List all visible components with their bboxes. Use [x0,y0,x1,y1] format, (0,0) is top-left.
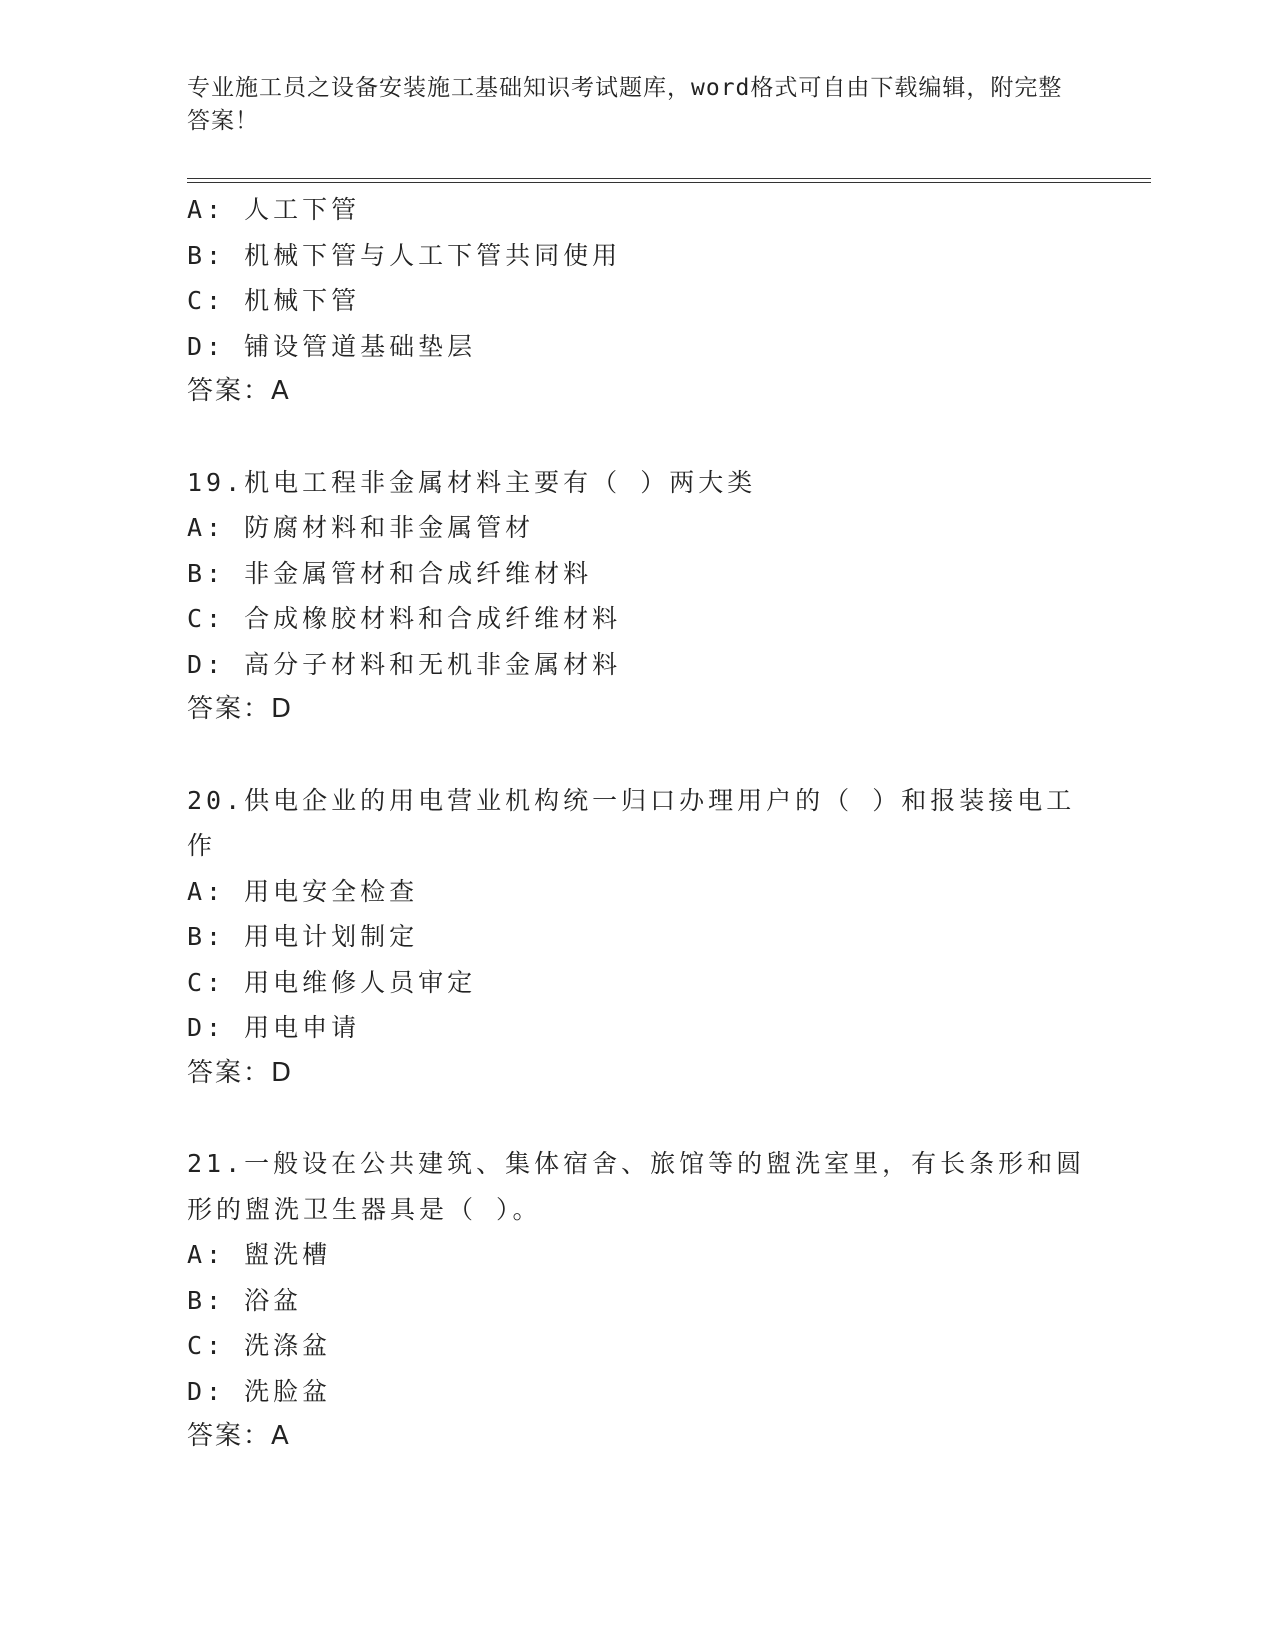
question-list [187,187,1087,1460]
answer-line: 答案：A [187,1421,291,1451]
option-b: B: 非金属管材和合成纤维材料 [187,558,593,588]
answer-line: 答案：D [187,694,294,724]
question-text-line-2: 形的盥洗卫生器具是（ ）。 [187,1194,542,1224]
option-d: D: 高分子材料和无机非金属材料 [187,649,622,679]
option-b: B: 浴盆 [187,1285,303,1315]
option-d: D: 铺设管道基础垫层 [187,331,477,361]
question-text: 19.机电工程非金属材料主要有（ ）两大类 [187,467,757,497]
document-header: 专业施工员之设备安装施工基础知识考试题库，word格式可自由下载编辑，附完整答案！ [187,75,1063,134]
option-a: A: 防腐材料和非金属管材 [187,513,535,542]
option-a: A: 盥洗槽 [187,1240,332,1269]
answer-line: 答案：D [187,1057,294,1088]
question-block-21 [187,1141,1087,1460]
option-d: D: 洗脸盆 [187,1376,332,1406]
option-c: C: 机械下管 [187,286,361,315]
question-text-line-1: 21.一般设在公共建筑、集体宿舍、旅馆等的盥洗室里，有长条形和圆 [187,1149,1086,1178]
option-a: A: 人工下管 [187,195,361,224]
option-c: C: 用电维修人员审定 [187,967,477,997]
option-b: B: 用电计划制定 [187,922,419,951]
question-block-18 [187,187,1087,415]
answer-line: 答案：A [187,376,291,406]
spacer [187,733,1087,778]
spacer [187,415,1087,460]
option-b: B: 机械下管与人工下管共同使用 [187,240,622,270]
question-text-line-1: 20.供电企业的用电营业机构统一归口办理用户的（ ）和报装接电工 [187,785,1076,815]
question-block-20 [187,778,1087,1097]
question-block-19 [187,460,1087,733]
option-d: D: 用电申请 [187,1013,361,1042]
header-divider [187,178,1151,183]
option-c: C: 合成橡胶材料和合成纤维材料 [187,604,622,633]
option-a: A: 用电安全检查 [187,876,419,906]
spacer [187,1096,1087,1141]
option-c: C: 洗涤盆 [187,1331,332,1360]
question-text-line-2: 作 [187,831,217,860]
